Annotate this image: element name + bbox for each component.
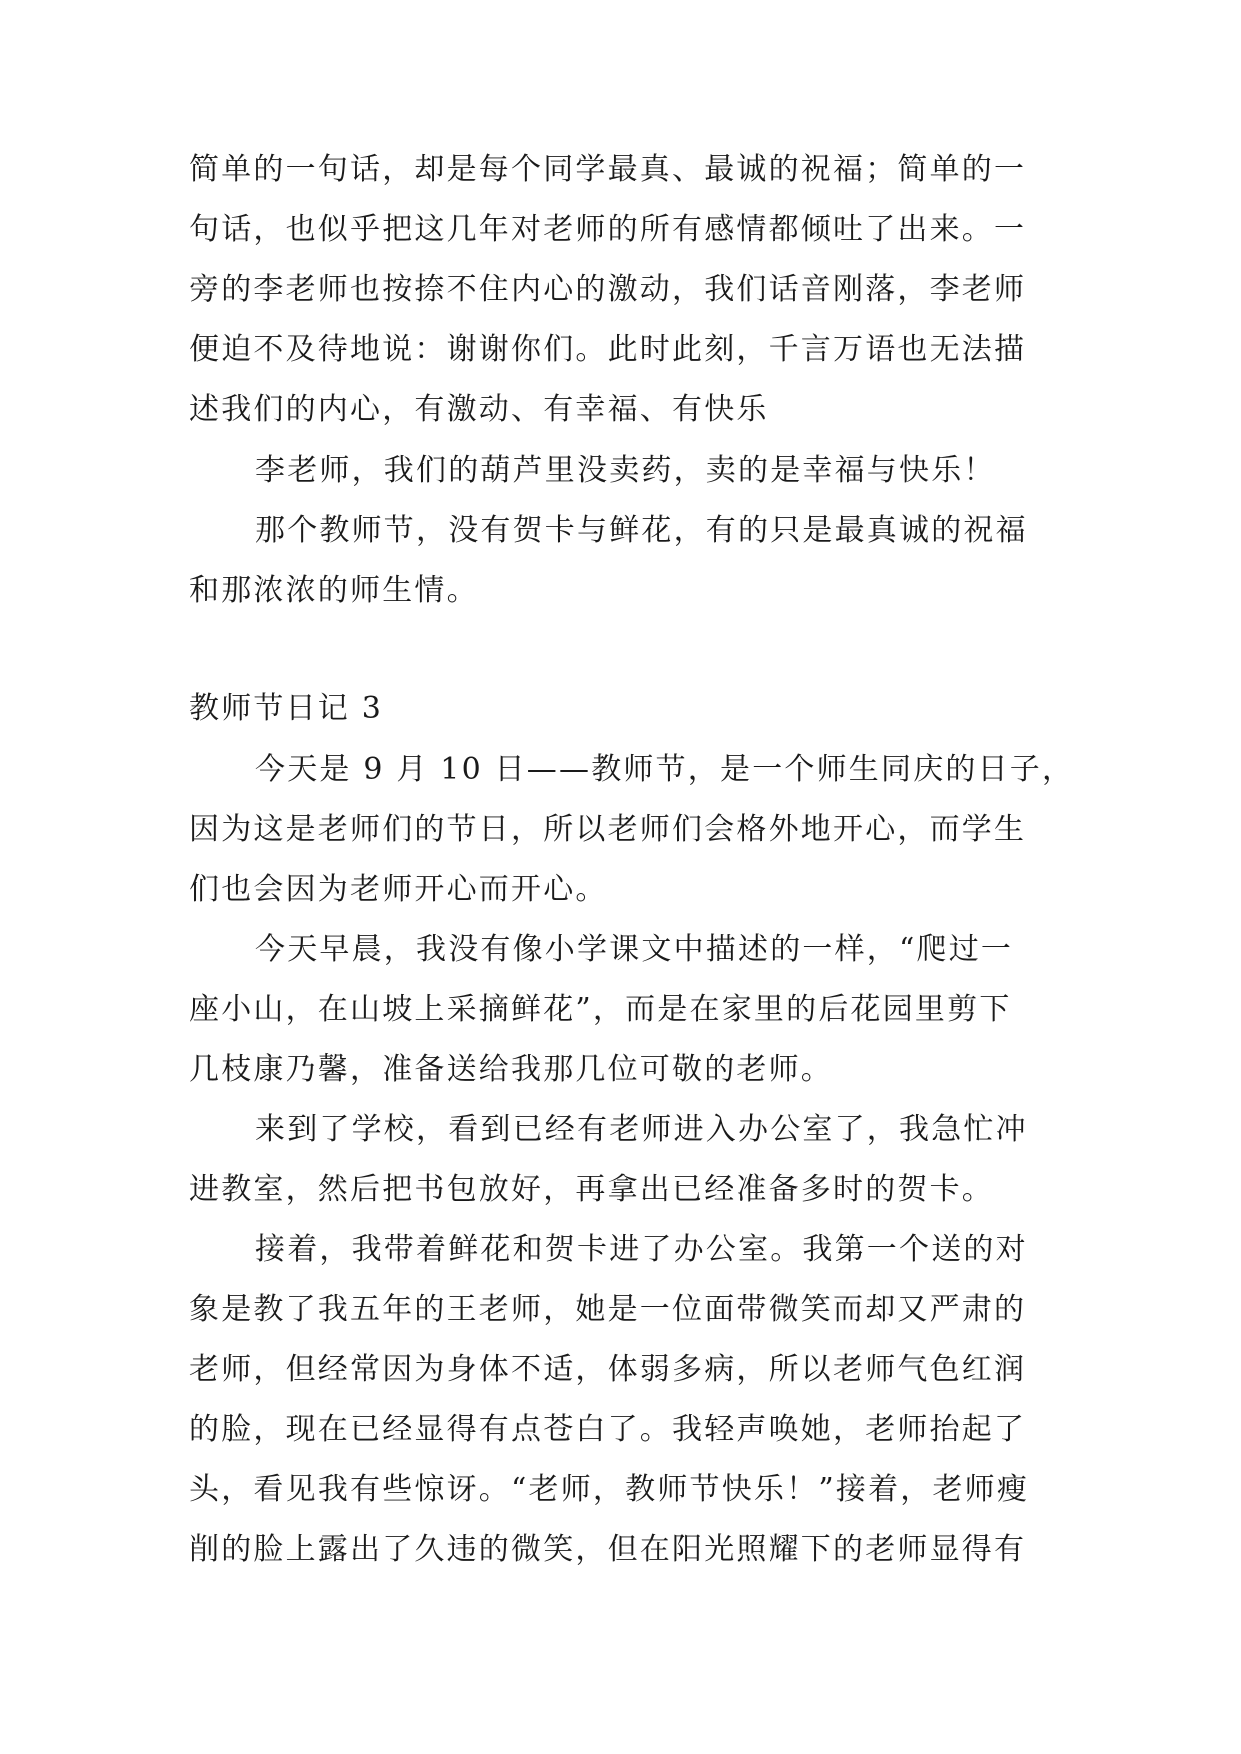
text-line: 进教室，然后把书包放好，再拿出已经准备多时的贺卡。 [189,1172,994,1207]
text-line: 因为这是老师们的节日，所以老师们会格外地开心，而学生 [189,812,1027,847]
text-line: 简单的一句话，却是每个同学最真、最诚的祝福；简单的一 [189,152,1027,187]
paragraph-first-line: 今天是 9 月 10 日——教师节，是一个师生同庆的日子， [255,752,1075,787]
text-line: 几枝康乃馨，准备送给我那几位可敬的老师。 [189,1052,833,1087]
paragraph-first-line: 来到了学校，看到已经有老师进入办公室了，我急忙冲 [255,1112,1028,1147]
section-heading: 教师节日记 3 [189,691,384,726]
text-line: 头，看见我有些惊讶。“老师，教师节快乐！”接着，老师瘦 [189,1472,1030,1507]
paragraph-first-line: 李老师，我们的葫芦里没卖药，卖的是幸福与快乐！ [255,453,996,488]
text-line: 象是教了我五年的王老师，她是一位面带微笑而却又严肃的 [189,1292,1027,1327]
paragraph-first-line: 接着，我带着鲜花和贺卡进了办公室。我第一个送的对 [255,1232,1028,1267]
text-line: 便迫不及待地说：谢谢你们。此时此刻，千言万语也无法描 [189,332,1027,367]
paragraph-first-line: 那个教师节，没有贺卡与鲜花，有的只是最真诚的祝福 [255,513,1028,548]
text-line: 的脸，现在已经显得有点苍白了。我轻声唤她，老师抬起了 [189,1412,1027,1447]
text-line: 述我们的内心，有激动、有幸福、有快乐 [189,392,769,427]
text-line: 老师，但经常因为身体不适，体弱多病，所以老师气色红润 [189,1352,1027,1387]
text-line: 旁的李老师也按捺不住内心的激动，我们话音刚落，李老师 [189,272,1027,307]
text-line: 座小山，在山坡上采摘鲜花”，而是在家里的后花园里剪下 [189,992,1012,1027]
text-line: 和那浓浓的师生情。 [189,573,479,608]
text-line: 们也会因为老师开心而开心。 [189,872,608,907]
text-line: 削的脸上露出了久违的微笑，但在阳光照耀下的老师显得有 [189,1532,1027,1567]
paragraph-first-line: 今天早晨，我没有像小学课文中描述的一样，“爬过一 [255,932,1014,967]
text-line: 句话，也似乎把这几年对老师的所有感情都倾吐了出来。一 [189,212,1027,247]
